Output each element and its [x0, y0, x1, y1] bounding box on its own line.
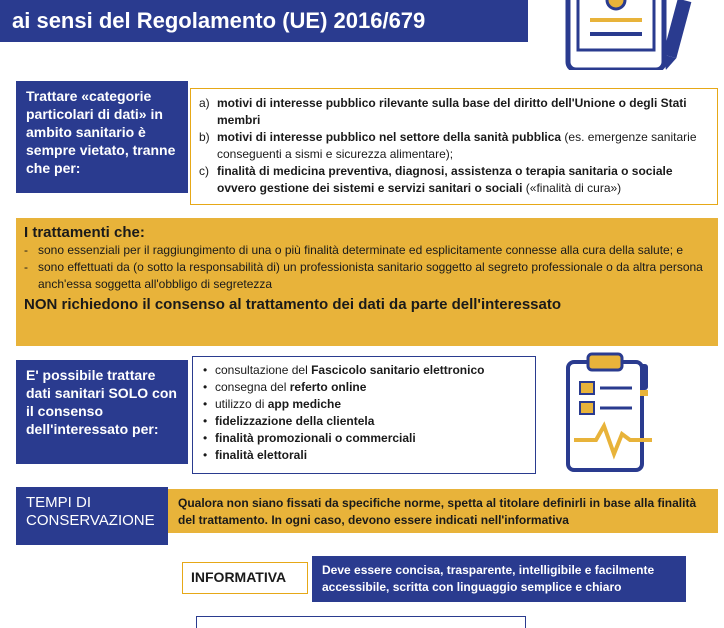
- purpose-text: finalità elettorali: [215, 448, 308, 462]
- consent-purposes-list: [192, 356, 536, 474]
- exception-note: («finalità di cura»): [522, 181, 622, 195]
- informativa-text: Deve essere concisa, trasparente, intelligibile e facilmente accessibile, scritta con linguaggio semplice e chiaro: [322, 563, 655, 594]
- condition-text: sono effettuati da (o sotto la responsabilità di) un professionista sanitario soggetto al segreto professionale o da altra persona anch'essa soggetta all'obbligo di segretezza: [38, 260, 703, 291]
- consent-purpose-item: [203, 362, 525, 379]
- exceptions-list: [190, 88, 718, 205]
- retention-text-box: [168, 489, 718, 533]
- prohibition-label: Trattare «categorie particolari di dati» in ambito sanitario è sempre vietato, tranne che per:: [16, 81, 188, 193]
- consent-purpose-item: [203, 413, 525, 430]
- exception-text: motivi di interesse pubblico rilevante sulla base del diritto dell'Unione o degli Stati membri: [217, 96, 687, 127]
- treatments-title: I trattamenti che:: [24, 224, 145, 241]
- retention-text: Qualora non siano fissati da specifiche norme, spetta al titolare definirli in base alla finalità del trattamento. In ogni caso, devono essere indicati nell'informativa: [178, 496, 697, 527]
- consent-purpose-item: [203, 379, 525, 396]
- purpose-prefix: consegna del: [215, 380, 290, 394]
- purpose-prefix: consultazione del: [215, 363, 312, 377]
- exception-letter: a): [199, 96, 210, 110]
- treatment-condition: [24, 259, 710, 293]
- purpose-text: app mediche: [267, 397, 342, 411]
- treatment-condition: [24, 242, 710, 259]
- purpose-text: finalità promozionali o commerciali: [215, 431, 416, 445]
- consent-purpose-item: [203, 430, 525, 447]
- dash-marker: -: [24, 243, 28, 257]
- header-banner: [0, 0, 528, 42]
- exception-text: finalità di medicina preventiva, diagnosi, assistenza o terapia sanitaria o sociale ovvero gestione dei sistemi e servizi sanitari o sociali: [217, 164, 673, 195]
- exception-letter: c): [199, 164, 209, 178]
- medical-clipboard-icon: [560, 350, 670, 476]
- page-title: ai sensi del Regolamento (UE) 2016/679: [12, 8, 426, 33]
- informativa-label: INFORMATIVA: [182, 562, 308, 594]
- consent-purpose-item: [203, 396, 525, 413]
- exception-item: [199, 163, 709, 197]
- exception-item: [199, 95, 709, 129]
- purpose-text: fidelizzazione della clientela: [215, 414, 375, 428]
- notepad-pen-icon: [556, 0, 706, 70]
- bottom-box-partial: [196, 616, 526, 628]
- consent-purpose-item: [203, 447, 525, 464]
- dash-marker: -: [24, 260, 28, 274]
- purpose-text: referto online: [289, 380, 367, 394]
- retention-label: TEMPI DI CONSERVAZIONE: [16, 487, 168, 545]
- condition-text: sono essenziali per il raggiungimento di una o più finalità determinate ed esplicitamente connesse alla cura della salute; e: [38, 243, 684, 257]
- exception-letter: b): [199, 130, 210, 144]
- exception-item: [199, 129, 709, 163]
- exception-text: motivi di interesse pubblico nel settore della sanità pubblica: [217, 130, 562, 144]
- no-consent-statement: NON richiedono il consenso al trattamento dei dati da parte dell'interessato: [24, 296, 562, 313]
- consent-label: E' possibile trattare dati sanitari SOLO con il consenso dell'interessato per:: [16, 360, 188, 464]
- informativa-text-box: [312, 556, 686, 602]
- purpose-text: Fascicolo sanitario elettronico: [311, 363, 485, 377]
- purpose-prefix: utilizzo di: [215, 397, 268, 411]
- exception-note: (es. emergenze sanitarie conseguenti a sismi e sicurezza alimentare);: [217, 130, 697, 161]
- treatments-box: [16, 218, 718, 346]
